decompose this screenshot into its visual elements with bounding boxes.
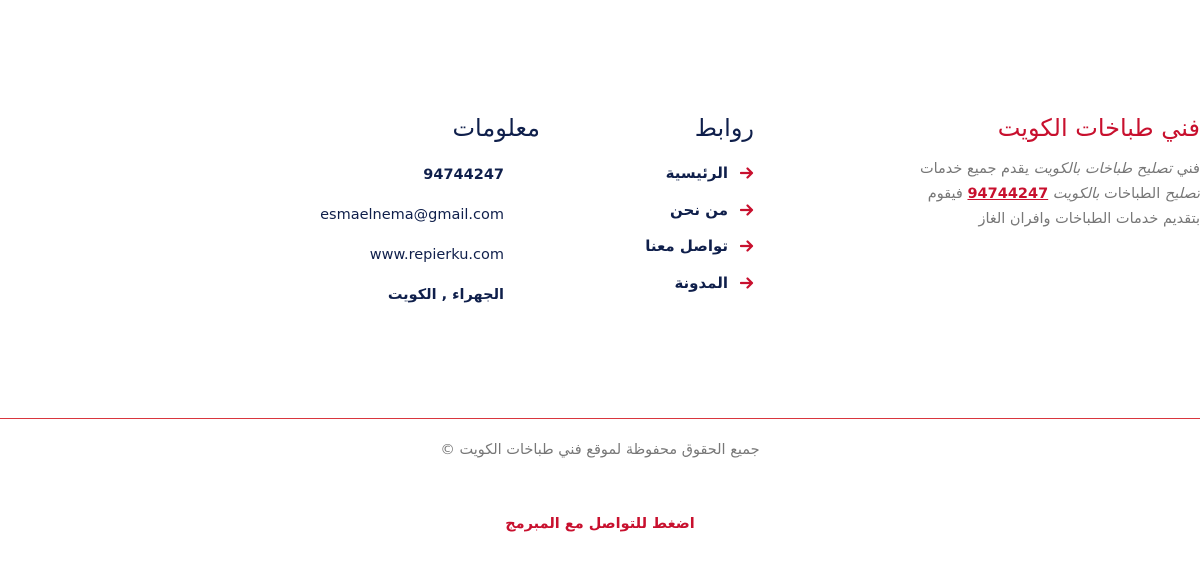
link-item-contact[interactable] — [645, 228, 754, 265]
copyright-text: جميع الحقوق محفوظة لموقع فني طباخات الكويت © — [440, 442, 760, 458]
about-text-part: يقدم جميع خدمات — [919, 161, 1034, 177]
info-website[interactable]: www.repierku.com — [369, 247, 504, 263]
link-item-home[interactable] — [645, 155, 754, 192]
about-text-part: فني — [1171, 161, 1200, 177]
links-column — [645, 113, 754, 301]
footer-divider — [0, 418, 1200, 419]
info-column — [320, 113, 540, 315]
about-text-emphasis: تصليح طباخات بالكويت — [1033, 161, 1172, 177]
info-email[interactable]: esmaelnema@gmail.com — [320, 207, 504, 223]
about-text-emphasis: تصليح — [1164, 186, 1200, 202]
link-contact[interactable]: تواصل معنا — [645, 237, 728, 256]
about-title: فني طباخات الكويت — [997, 114, 1200, 142]
arrow-right-icon — [740, 166, 754, 180]
about-phone-link[interactable]: 94744247 — [967, 186, 1049, 202]
arrow-right-icon — [740, 239, 754, 253]
info-address: الجهراء , الكويت — [387, 287, 504, 303]
about-text-part: الطباخات — [1099, 186, 1165, 202]
info-item-address — [320, 275, 504, 315]
about-column — [860, 113, 1200, 232]
link-about[interactable]: من نحن — [670, 200, 728, 219]
links-list — [645, 155, 754, 301]
about-text-part: فيقوم — [927, 186, 968, 202]
about-text-emphasis: بالكويت — [1052, 186, 1100, 202]
about-text-part: بتقديم خدمات الطباخات وافران الغاز — [978, 211, 1200, 227]
link-item-blog[interactable] — [645, 265, 754, 302]
info-item-website — [320, 235, 504, 275]
info-item-phone — [320, 155, 504, 195]
info-item-email — [320, 195, 504, 235]
arrow-right-icon — [740, 276, 754, 290]
about-text — [860, 157, 1200, 232]
link-item-about[interactable] — [645, 192, 754, 229]
link-home[interactable]: الرئيسية — [665, 164, 728, 183]
arrow-right-icon — [740, 203, 754, 217]
links-title: روابط — [694, 114, 754, 142]
info-title: معلومات — [452, 114, 540, 142]
info-list — [320, 155, 540, 315]
link-blog[interactable]: المدونة — [674, 273, 728, 292]
info-phone[interactable]: 94744247 — [423, 167, 504, 183]
developer-contact-link[interactable]: اضغط للتواصل مع المبرمج — [505, 516, 695, 532]
